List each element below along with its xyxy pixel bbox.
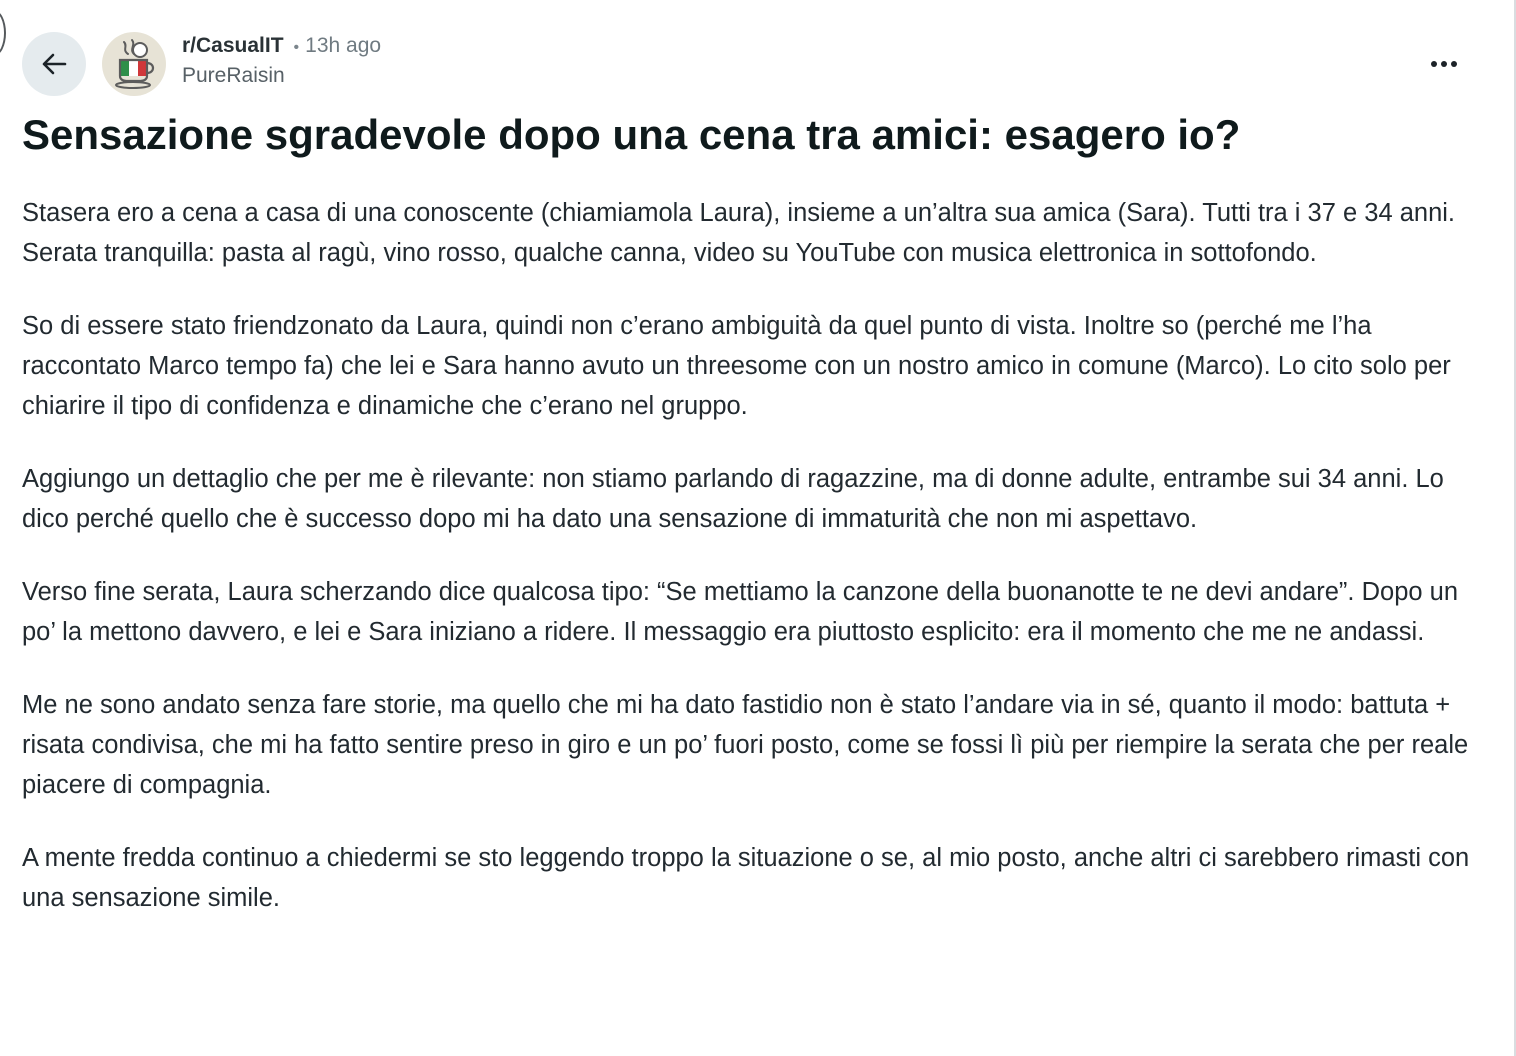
subreddit-avatar[interactable] [102,32,166,96]
post-paragraph: Aggiungo un dettaglio che per me è rilevante: non stiamo parlando di ragazzine, ma di donne adulte, entrambe sui 34 anni. Lo dico perché quello che è successo dopo mi ha dato una sensazione di immaturità che non mi aspettavo. [22,465,1444,533]
post-paragraph: Verso fine serata, Laura scherzando dice qualcosa tipo: “Se mettiamo la canzone della buonanotte te ne devi andare”. Dopo un po’ la mettono davvero, e lei e Sara iniziano a ridere. Il messaggio era piuttosto esplicito: era il momento che me ne andassi. [22,578,1459,646]
post-timestamp: 13h ago [305,34,382,57]
post-title: Sensazione sgradevole dopo una cena tra amici: esagero io? [22,111,1241,158]
subreddit-link[interactable]: r/CasualIT [182,34,284,57]
post-header [22,30,1482,100]
post-paragraph: So di essere stato friendzonato da Laura, quindi non c’erano ambiguità da quel punto di vista. Inoltre so (perché me l’ha raccontato Marco tempo fa) che lei e Sara hanno avuto un threesome con un nostro amico in comune (Marco). Lo cito solo per chiarire il tipo di confidenza e dinamiche che c’erano nel gruppo. [22,312,1451,420]
post-paragraph: Me ne sono andato senza fare storie, ma quello che mi ha dato fastidio non è stato l’andare via in sé, quanto il modo: battuta + risata condivisa, che mi ha fatto sentire preso in giro e un po’ fuori posto, come se fossi lì più per riempire la serata che per reale piacere di compagnia. [22,691,1469,799]
post-paragraph: Stasera ero a cena a casa di una conoscente (chiamiamola Laura), insieme a un’altra sua amica (Sara). Tutti tra i 37 e 34 anni. Serata tranquilla: pasta al ragù, vino rosso, qualche canna, video su YouTube con musica elettronica in sottofondo. [22,199,1456,267]
meta-separator: • [293,39,300,56]
post-body [22,193,1492,951]
ellipsis-horizontal-icon [1430,60,1458,68]
italian-coffee-cup-icon [102,32,166,96]
arrow-left-icon [39,49,69,79]
back-button[interactable] [22,32,86,96]
author-link[interactable]: PureRaisin [182,64,285,87]
more-options-button[interactable] [1424,44,1464,84]
post-paragraph: A mente fredda continuo a chiedermi se sto leggendo troppo la situazione o se, al mio posto, anche altri ci sarebbero rimasti con una sensazione simile. [22,844,1470,912]
window-edge-fragment [0,10,6,56]
post-meta [182,34,381,88]
